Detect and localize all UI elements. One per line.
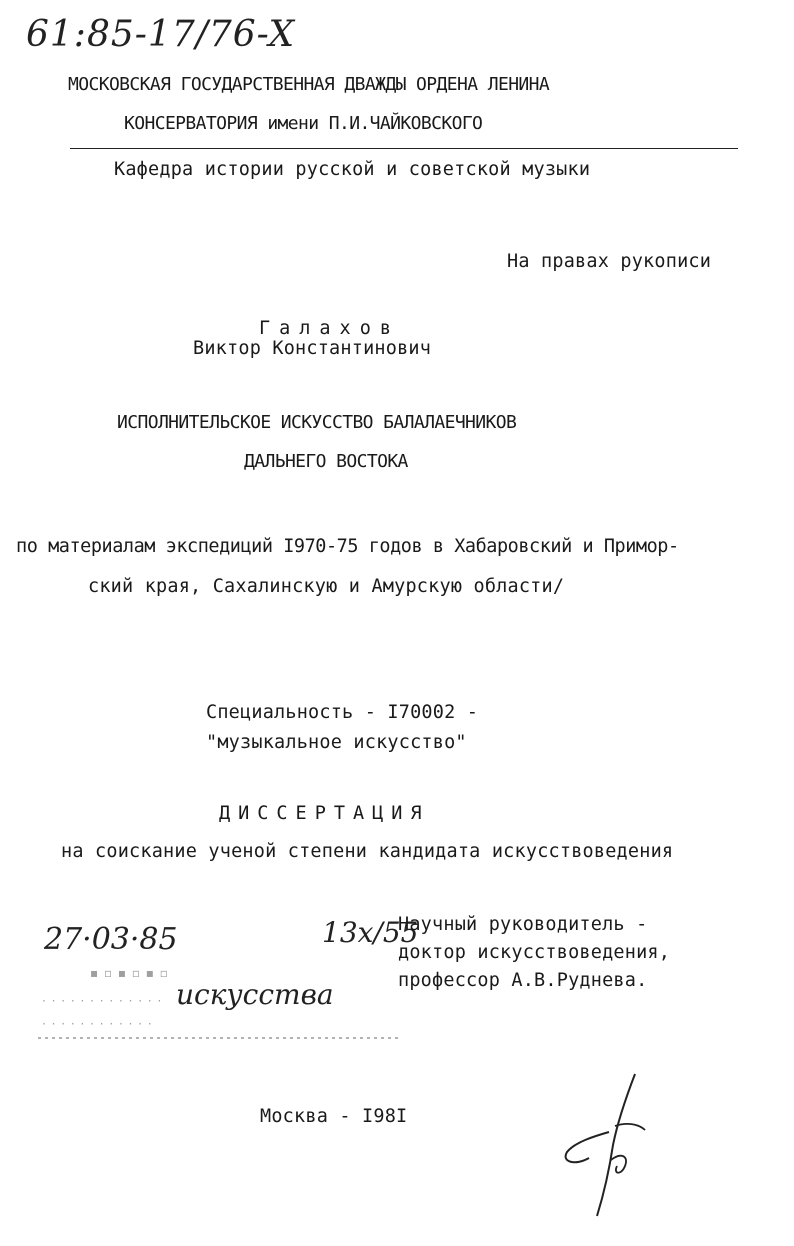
title-line-2: ДАЛЬНЕГО ВОСТОКА <box>244 451 408 472</box>
stamp-faint-line-2: · · · · · · · · · · · · · <box>42 994 163 1008</box>
handwritten-number: 13x/55 <box>322 916 419 949</box>
subtitle-line-2: ский края, Сахалинскую и Амурскую области/ <box>88 576 565 597</box>
dissertation-purpose: на соискание ученой степени кандидата искусствоведения <box>61 841 674 862</box>
institution-line-1: МОСКОВСКАЯ ГОСУДАРСТВЕННАЯ ДВАЖДЫ ОРДЕНА ЛЕНИНА <box>68 74 550 95</box>
supervisor-line-3: профессор А.В.Руднева. <box>398 970 648 991</box>
place-year: Москва - I98I <box>260 1106 408 1127</box>
department: Кафедра истории русской и советской музыки <box>114 159 591 180</box>
rights-note: На правах рукописи <box>507 251 712 272</box>
supervisor-line-1: Научный руководитель - <box>398 914 648 935</box>
author-surname: Галахов <box>259 318 400 339</box>
dissertation-label: ДИССЕРТАЦИЯ <box>219 803 430 824</box>
stamp-handwritten-word: искусства <box>176 978 334 1011</box>
subtitle-line-1: по материалам экспедиций I970-75 годов в Хабаровский и Примор- <box>16 536 679 557</box>
stamp-dotted-rule <box>38 1036 398 1040</box>
archive-code-handwritten: 61:85-17/76-X <box>26 14 296 55</box>
specialty-line-1: Специальность - I70002 - <box>206 702 479 723</box>
author-name: Виктор Константинович <box>193 338 432 359</box>
institution-line-2: КОНСЕРВАТОРИЯ имени П.И.ЧАЙКОВСКОГО <box>124 113 483 134</box>
specialty-line-2: "музыкальное искусство" <box>206 732 467 753</box>
signature-handwritten <box>555 1070 675 1220</box>
handwritten-date: 27·03·85 <box>44 922 178 957</box>
header-rule <box>70 148 738 149</box>
supervisor-line-2: доктор искусствоведения, <box>398 942 671 963</box>
stamp-faint-line-3: · · · · · · · · · · · · <box>42 1017 153 1031</box>
title-line-1: ИСПОЛНИТЕЛЬСКОЕ ИСКУССТВО БАЛАЛАЕЧНИКОВ <box>117 412 517 433</box>
stamp-faint-line-1: ▪ ▫ ▪ ▫ ▪ ▫ <box>90 966 169 980</box>
